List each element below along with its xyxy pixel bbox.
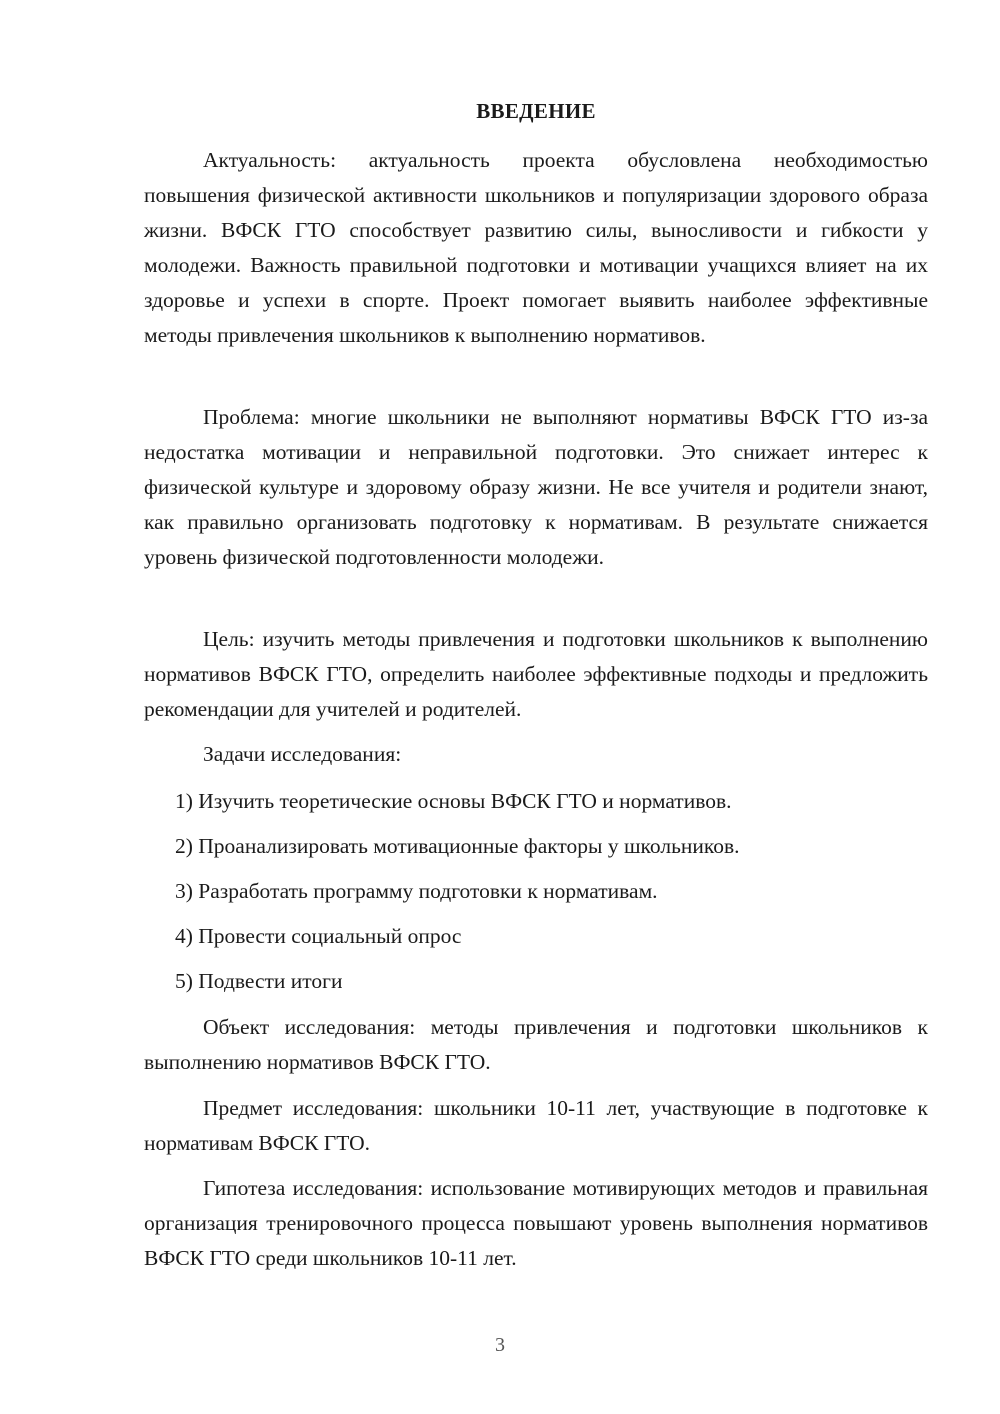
subject-paragraph: Предмет исследования: школьники 10-11 лет, участвующие в подготовке к нормативам ВФСК ГТО. xyxy=(144,1096,928,1155)
task-item: 5) Подвести итоги xyxy=(175,969,343,993)
tasks-heading: Задачи исследования: xyxy=(203,742,402,766)
task-item: 2) Проанализировать мотивационные факторы у школьников. xyxy=(175,834,740,858)
goal-paragraph: Цель: изучить методы привлечения и подготовки школьников к выполнению нормативов ВФСК ГТО, определить наиболее эффективные подходы и предложить рекомендации для учителей и родителей. xyxy=(144,627,928,721)
task-item: 3) Разработать программу подготовки к нормативам. xyxy=(175,879,658,903)
problem-paragraph: Проблема: многие школьники не выполняют нормативы ВФСК ГТО из-за недостатка мотивации и неправильной подготовки. Это снижает интерес к физической культуре и здоровому образу жизни. Не все учителя и родители знают, как правильно организовать подготовку к нормативам. В результате снижается уровень физической подготовленности молодежи. xyxy=(144,405,928,569)
page-title: ВВЕДЕНИЕ xyxy=(476,99,596,123)
task-item: 4) Провести социальный опрос xyxy=(175,924,462,948)
hypothesis-paragraph: Гипотеза исследования: использование мотивирующих методов и правильная организация тренировочного процесса повышают уровень выполнения нормативов ВФСК ГТО среди школьников 10-11 лет. xyxy=(144,1176,928,1270)
object-paragraph: Объект исследования: методы привлечения и подготовки школьников к выполнению нормативов ВФСК ГТО. xyxy=(144,1015,928,1074)
task-item: 1) Изучить теоретические основы ВФСК ГТО и нормативов. xyxy=(175,789,732,813)
page-number: 3 xyxy=(495,1334,505,1356)
relevance-paragraph: Актуальность: актуальность проекта обусловлена необходимостью повышения физической активности школьников и популяризации здорового образа жизни. ВФСК ГТО способствует развитию силы, выносливости и гибкости у молодежи. Важность правильной подготовки и мотивации учащихся влияет на их здоровье и успехи в спорте. Проект помогает выявить наиболее эффективные методы привлечения школьников к выполнению нормативов. xyxy=(144,148,928,347)
